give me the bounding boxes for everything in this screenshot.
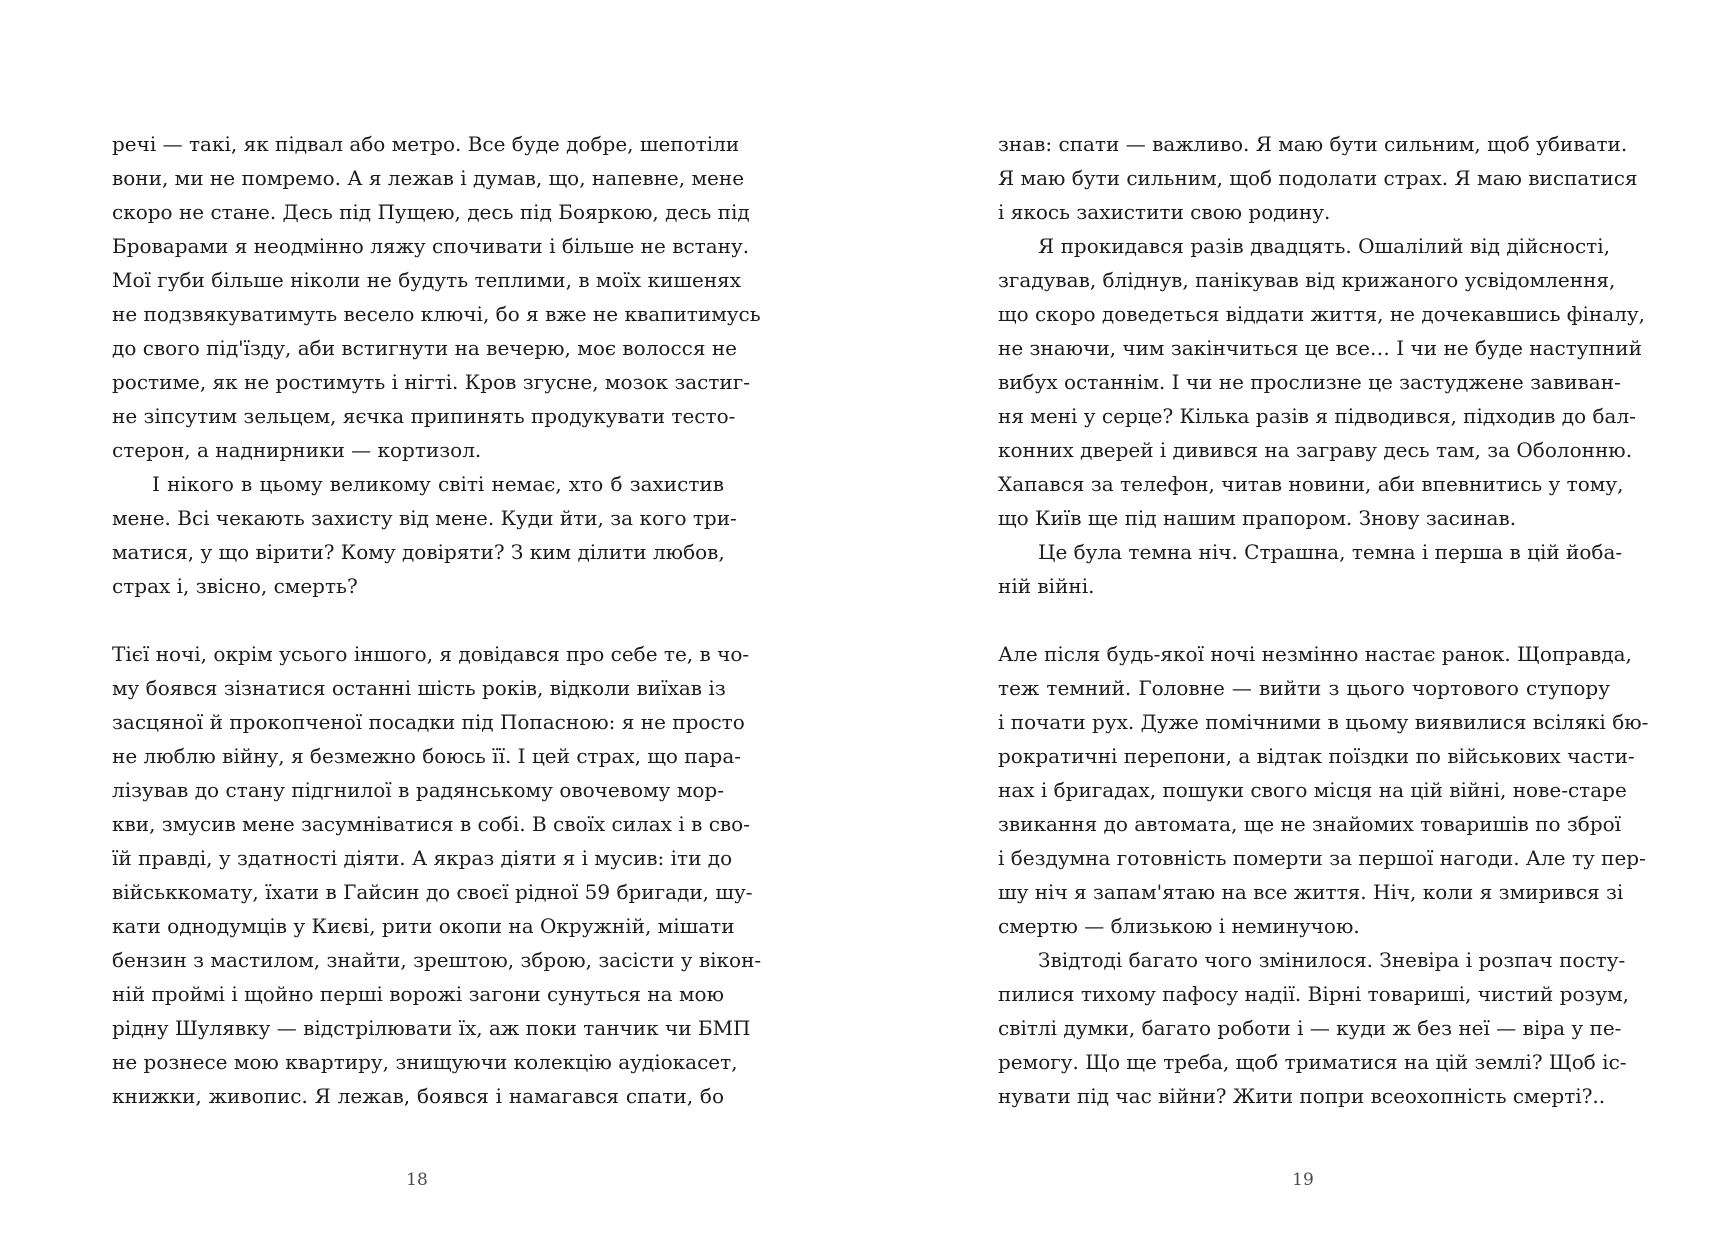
paragraph [998, 637, 1649, 943]
paragraph [998, 535, 1623, 603]
text-line: Броварами я неодмінно ляжу спочивати і більше не встану. [112, 234, 750, 258]
text-line: стерон, а наднирники — кортизол. [112, 438, 482, 462]
text-line: не подзвякуватимуть весело ключі, бо я вже не квапитимусь [112, 302, 761, 326]
paragraph [112, 127, 761, 467]
text-line: книжки, живопис. Я лежав, боявся і намагався спати, бо [112, 1084, 724, 1108]
text-line: вони, ми не помремо. А я лежав і думав, що, напевне, мене [112, 166, 745, 190]
text-line: конних дверей і дивився на заграву десь там, за Оболонню. [998, 438, 1633, 462]
text-line: не люблю війну, я безмежно боюсь її. І цей страх, що пара- [112, 744, 742, 768]
paragraph [998, 229, 1645, 535]
text-line: Мої губи більше ніколи не будуть теплими, в моїх кишенях [112, 268, 742, 292]
text-line: і почати рух. Дуже помічними в цьому виявилися всілякі бю- [998, 710, 1649, 734]
text-line: му боявся зізнатися останні шість років, відколи виїхав із [112, 676, 726, 700]
text-line: Звідтоді багато чого змінилося. Зневіра і розпач посту- [1038, 948, 1626, 972]
text-line: їй правді, у здатності діяти. А якраз діяти я і мусив: іти до [112, 846, 733, 870]
text-line: Хапався за телефон, читав новини, аби впевнитись у тому, [998, 472, 1624, 496]
paragraph [998, 127, 1638, 229]
text-line: лізував до стану підгнилої в радянському овочевому мор- [112, 778, 724, 802]
left-page-text [112, 127, 762, 1113]
text-line: звикання до автомата, ще не знайомих товаришів по зброї [998, 812, 1622, 836]
paragraph [112, 467, 737, 603]
text-line: Це була темна ніч. Страшна, темна і перша в цій йоба- [1038, 540, 1623, 564]
right-page-text [998, 127, 1649, 1113]
text-line: рократичні перепони, а відтак поїздки по військових части- [998, 744, 1635, 768]
paragraph [998, 943, 1629, 1113]
text-line: страх і, звісно, смерть? [112, 574, 358, 598]
text-line: пилися тихому пафосу надії. Вірні товариші, чистий розум, [998, 982, 1629, 1006]
text-line: до свого під'їзду, аби встигнути на вечерю, моє волосся не [112, 336, 738, 360]
text-line: і бездумна готовність померти за першої нагоди. Але ту пер- [998, 846, 1646, 870]
text-line: шу ніч я запам'ятаю на все життя. Ніч, коли я змирився зі [998, 880, 1624, 904]
text-line: вибух останнім. І чи не прослизне це застуджене завиван- [998, 370, 1621, 394]
text-line: мене. Всі чекають захисту від мене. Куди йти, за кого три- [112, 506, 737, 530]
text-line: що Київ ще під нашим прапором. Знову засинав. [998, 506, 1517, 530]
text-line: знав: спати — важливо. Я маю бути сильним, щоб убивати. [998, 132, 1628, 156]
text-line: теж темний. Головне — вийти з цього чортового ступору [998, 676, 1610, 700]
text-line: нах і бригадах, пошуки свого місця на цій війні, нове-старе [998, 778, 1627, 802]
section-gap [998, 603, 1610, 637]
text-line: Але після будь-якої ночі незмінно настає ранок. Щоправда, [998, 642, 1632, 666]
text-line: військкомату, їхати в Гайсин до своєї рідної 59 бригади, шу- [112, 880, 753, 904]
text-line: і якось захистити свою родину. [998, 200, 1331, 224]
text-line: скоро не стане. Десь під Пущею, десь під Бояркою, десь під [112, 200, 750, 224]
text-line: світлі думки, багато роботи і — куди ж без неї — віра у пе- [998, 1016, 1622, 1040]
section-gap [112, 603, 724, 637]
text-line: Я прокидався разів двадцять. Ошалілий від дійсності, [1038, 234, 1610, 258]
text-line: не зіпсутим зельцем, яєчка припинять продукувати тесто- [112, 404, 736, 428]
text-line: кати однодумців у Києві, рити окопи на Окружній, мішати [112, 914, 735, 938]
text-line: ремогу. Що ще треба, щоб триматися на цій землі? Щоб іс- [998, 1050, 1627, 1074]
text-line: І нікого в цьому великому світі немає, хто б захистив [152, 472, 724, 496]
right-page-number: 19 [1292, 1170, 1314, 1190]
text-line: матися, у що вірити? Кому довіряти? З ким ділити любов, [112, 540, 725, 564]
text-line: речі — такі, як підвал або метро. Все буде добре, шепотіли [112, 132, 740, 156]
left-page-number: 18 [406, 1170, 428, 1190]
text-line: смертю — близькою і неминучою. [998, 914, 1360, 938]
text-line: згадував, бліднув, панікував від крижаного усвідомлення, [998, 268, 1616, 292]
text-line: не рознесе мою квартиру, знищуючи колекцію аудіокасет, [112, 1050, 738, 1074]
text-line: ростиме, як не ростимуть і нігті. Кров згусне, мозок застиг- [112, 370, 750, 394]
text-line: нувати під час війни? Жити попри всеохопність смерті?.. [998, 1084, 1606, 1108]
text-line: ній проймі і щойно перші ворожі загони сунуться на мою [112, 982, 724, 1006]
text-line: рідну Шулявку — відстрілювати їх, аж поки танчик чи БМП [112, 1016, 751, 1040]
text-line: кви, змусив мене засумніватися в собі. В своїх силах і в сво- [112, 812, 750, 836]
text-line: Я маю бути сильним, щоб подолати страх. Я маю виспатися [998, 166, 1638, 190]
text-line: ній війні. [998, 574, 1095, 598]
text-line: Тієї ночі, окрім усього іншого, я довідався про себе те, в чо- [112, 642, 750, 666]
text-line: що скоро доведеться віддати життя, не дочекавшись фіналу, [998, 302, 1645, 326]
text-line: бензин з мастилом, знайти, зрештою, зброю, засісти у вікон- [112, 948, 762, 972]
paragraph [112, 637, 762, 1113]
text-line: засцяної й прокопченої посадки під Попасною: я не просто [112, 710, 745, 734]
text-line: не знаючи, чим закінчиться це все… І чи не буде наступний [998, 336, 1642, 360]
text-line: ня мені у серце? Кілька разів я підводився, підходив до бал- [998, 404, 1636, 428]
